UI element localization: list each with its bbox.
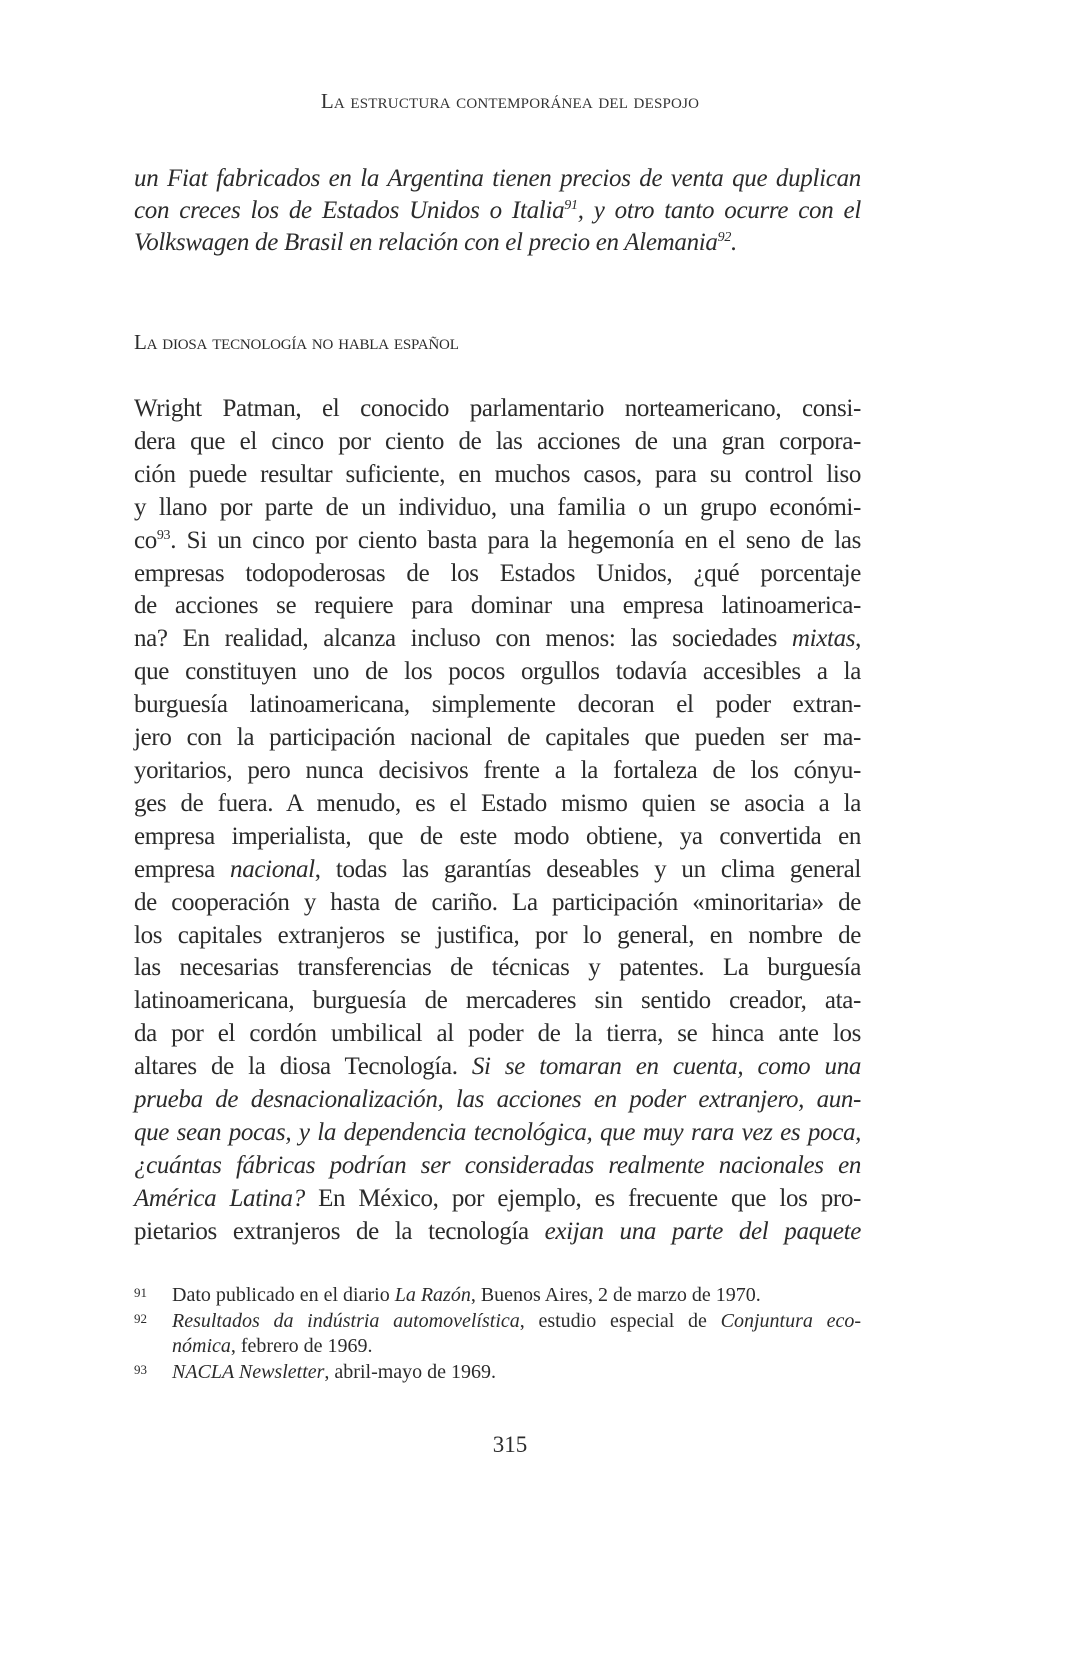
text-line: de cooperación y hasta de cariño. La participación «minoritaria» de: [134, 888, 861, 916]
footnote-text: Resultados da indústria automovelística, estudio especial de Conjuntura eco-: [172, 1309, 861, 1332]
footnote-ref[interactable]: 91: [564, 198, 578, 213]
text-line: con creces los de Estados Unidos o Italia$^{91}$, y otro tanto ocurre con el: [134, 197, 861, 224]
section-heading: La diosa tecnología no habla español: [134, 330, 459, 354]
text-line: las necesarias transferencias de técnicas y patentes. La burguesía: [134, 954, 861, 982]
page-number: 315: [492, 1432, 528, 1457]
text-line: prueba de desnacionalización, las acciones en poder extranjero, aun-: [134, 1086, 861, 1114]
footnote-number: 93: [134, 1362, 147, 1378]
footnote-91: [134, 1283, 861, 1309]
text-line: Volkswagen de Brasil en relación con el precio en Alemania$^{92}$.: [134, 229, 737, 256]
text-line: da por el cordón umbilical al poder de la tierra, se hinca ante los: [134, 1020, 861, 1048]
footnote-number: 92: [134, 1310, 147, 1326]
text-line: empresas todopoderosas de los Estados Unidos, ¿qué porcentaje: [134, 559, 861, 587]
text-line: ción puede resultar suficiente, en muchos casos, para su control liso: [134, 460, 861, 488]
text-line: los capitales extranjeros se justifica, por lo general, en nombre de: [134, 921, 861, 949]
text-line: Wright Patman, el conocido parlamentario norteamericano, consi-: [134, 395, 861, 422]
text-line: altares de la diosa Tecnología. Si se tomaran en cuenta, como una: [134, 1053, 861, 1081]
footnote-ref[interactable]: 93: [156, 527, 171, 543]
body-paragraph: [134, 393, 861, 1249]
text-line: que constituyen uno de los pocos orgullos todavía accesibles a la: [134, 658, 861, 686]
text-line: empresa nacional, todas las garantías deseables y un clima general: [134, 855, 862, 883]
text-line: que sean pocas, y la dependencia tecnológica, que muy rara vez es poca,: [134, 1118, 861, 1146]
text-line: latinoamericana, burguesía de mercaderes sin sentido creador, ata-: [134, 987, 861, 1015]
italic-passage: Si se tomaran en cuenta, como una: [471, 1053, 861, 1081]
footnote-text: nómica, febrero de 1969.: [172, 1335, 373, 1358]
footnote-text: Dato publicado en el diario La Razón, Buenos Aires, 2 de marzo de 1970.: [172, 1284, 761, 1306]
text-line: jero con la participación nacional de capitales que pueden ser ma-: [134, 724, 861, 752]
italic-term: nacional: [230, 855, 315, 883]
footnote-number: 91: [134, 1285, 147, 1300]
text-line: burguesía latinoamericana, simplemente decoran el poder extran-: [134, 691, 861, 719]
text-line: empresa imperialista, que de este modo obtiene, ya convertida en: [134, 822, 861, 850]
text-line: ¿cuántas fábricas podrían ser consideradas realmente nacionales en: [134, 1151, 861, 1179]
text-line: de acciones se requiere para dominar una empresa latinoamerica-: [134, 592, 861, 620]
text-line: América Latina? En México, por ejemplo, es frecuente que los pro-: [134, 1184, 861, 1212]
text-line: $co^{93}$. Si un cinco por ciento basta para la hegemonía en el seno de las: [134, 526, 861, 554]
footnote-text: NACLA Newsletter, abril-mayo de 1969.: [172, 1361, 497, 1384]
text-line: yoritarios, pero nunca decisivos frente a la fortaleza de los cónyu-: [134, 756, 861, 784]
text-line: un Fiat fabricados en la Argentina tienen precios de venta que duplican: [134, 165, 861, 192]
footnotes: [134, 1283, 861, 1386]
footnote-92: [134, 1309, 861, 1360]
running-head: La estructura contemporánea del despojo: [320, 89, 700, 113]
text-line: pietarios extranjeros de la tecnología exijan una parte del paquete: [134, 1217, 861, 1245]
text-line: dera que el cinco por ciento de las acciones de una gran corpora-: [134, 427, 861, 455]
text-line: na? En realidad, alcanza incluso con menos: las sociedades mixtas,: [134, 625, 861, 653]
italic-term: mixtas: [791, 625, 856, 653]
text-line: y llano por parte de un individuo, una familia o un grupo económi-: [134, 493, 861, 521]
text-line: ges de fuera. A menudo, es el Estado mismo quien se asocia a la: [134, 789, 861, 817]
italic-passage: exijan una parte del paquete: [544, 1217, 861, 1245]
footnote-93: [134, 1360, 861, 1386]
continued-italic-passage: [134, 163, 861, 259]
footnote-ref[interactable]: 92: [717, 230, 732, 245]
